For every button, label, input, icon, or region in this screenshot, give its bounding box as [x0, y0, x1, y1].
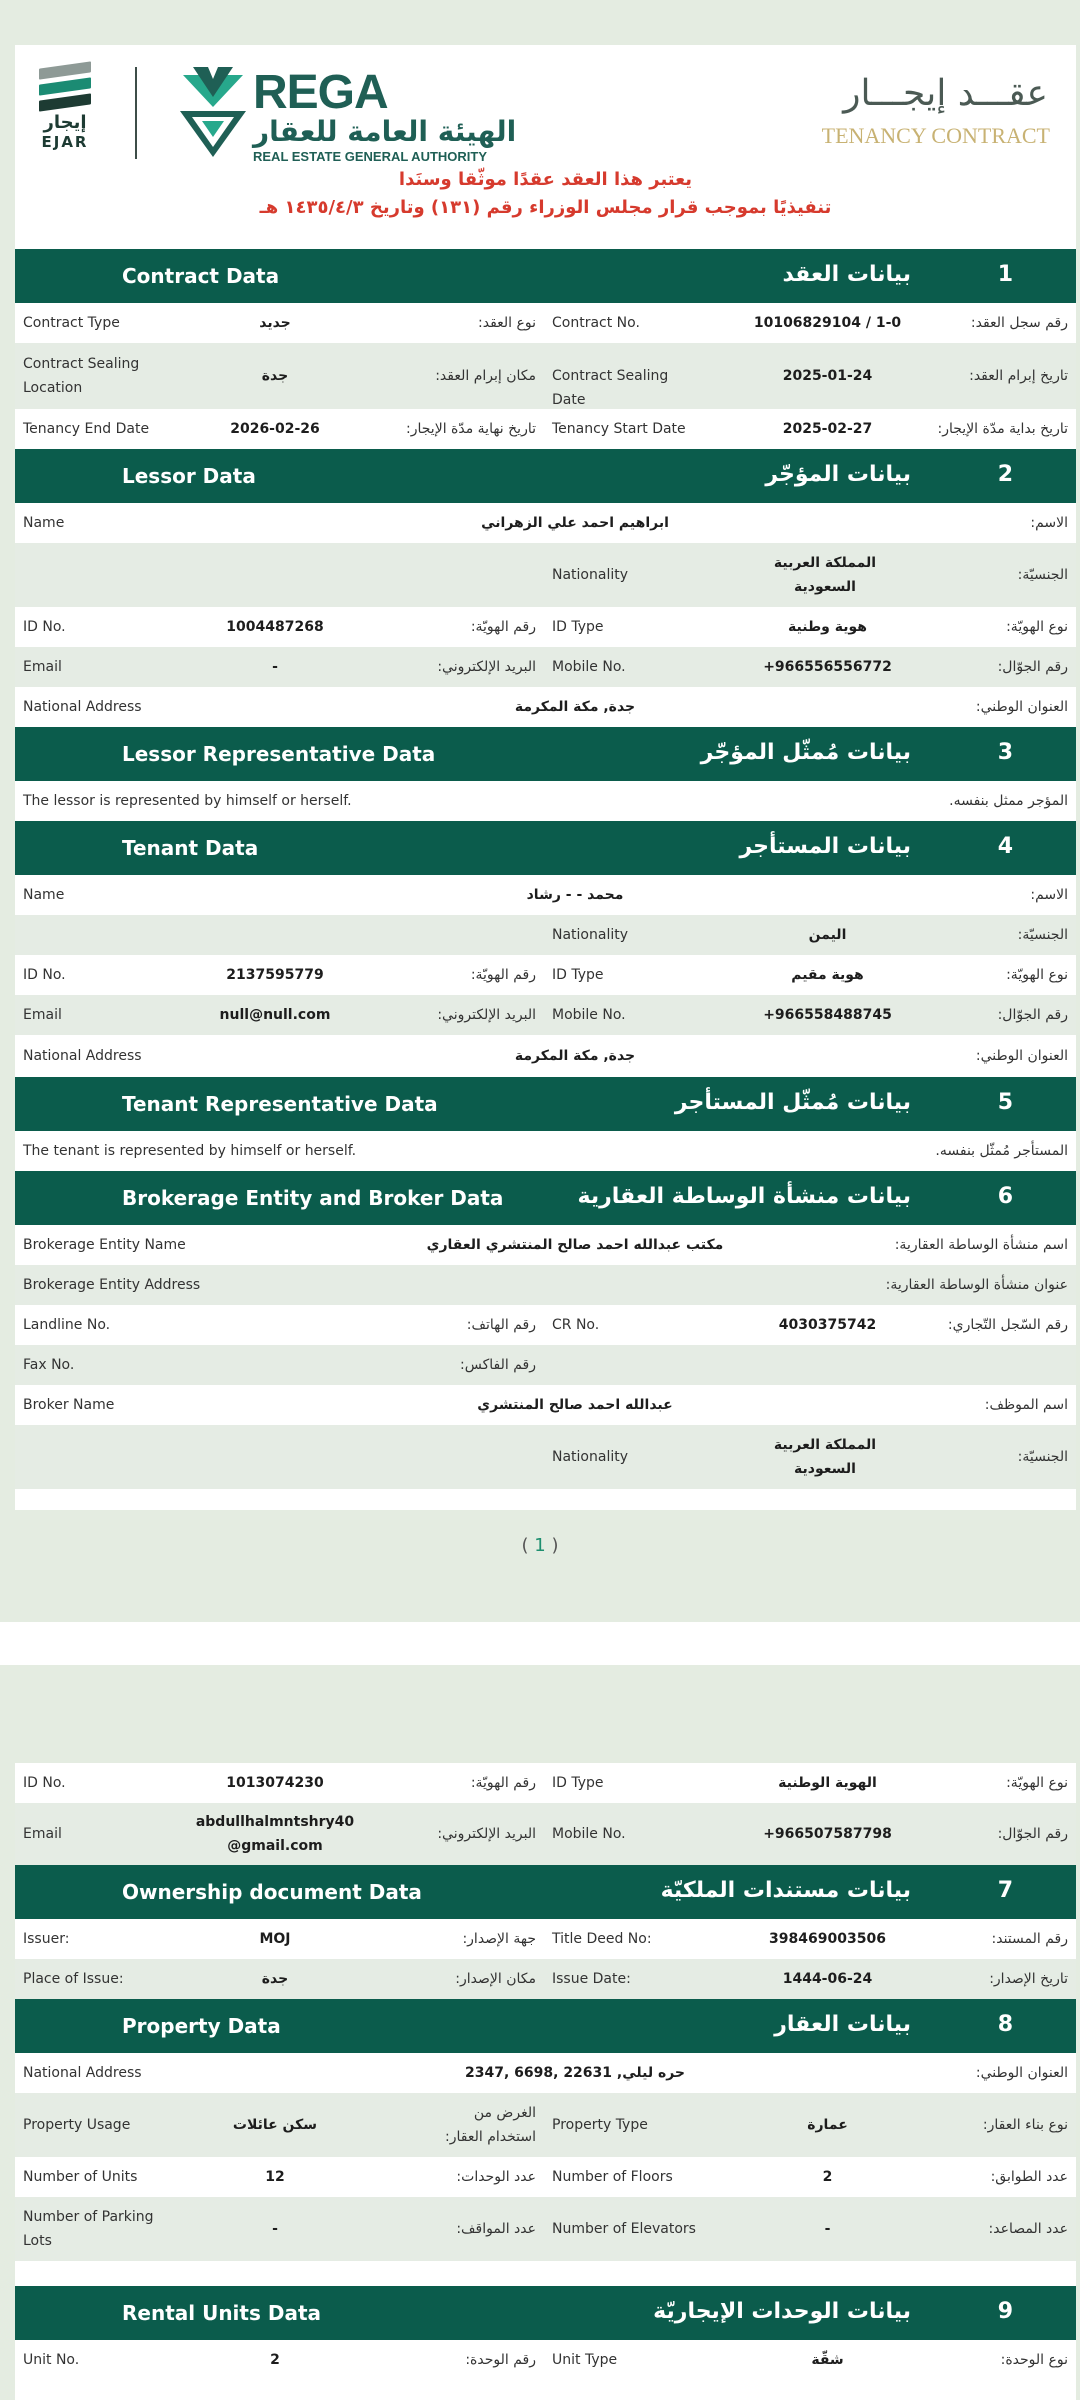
data-row: [15, 1803, 1076, 1865]
data-row: [15, 1305, 1076, 1345]
data-row: [15, 2053, 1076, 2093]
field-value: المملكة العربية السعودية: [773, 1437, 877, 1477]
field-value: abdullhalmntshry40@gmail.com: [195, 1814, 355, 1854]
field-value: 2025-01-24: [782, 368, 873, 384]
field-value: محمد - - رشاد: [526, 887, 624, 903]
field-label-en: Name: [23, 515, 65, 531]
data-row: [15, 687, 1076, 727]
field-label-ar: الجنسيّة:: [1017, 1449, 1068, 1465]
field-label-ar: نوع العقد:: [478, 315, 536, 331]
field-value: جدة, مكة المكرمة: [514, 699, 636, 715]
field-label-ar: عدد الوحدات:: [456, 2169, 536, 2185]
field-label-ar: نوع الهويّة:: [1006, 619, 1068, 635]
note-en: The lessor is represented by himself or herself.: [23, 793, 352, 809]
field-label-en: Tenancy Start Date: [552, 421, 686, 437]
section-number: 4: [997, 834, 1013, 859]
field-label-ar: رقم الوحدة:: [465, 2352, 536, 2368]
data-row: [15, 647, 1076, 687]
legal-notice-line2: تنفيذيًا بموجب قرار مجلس الوزراء رقم (١٣١) وتاريخ ١٤٣٥/٤/٣ هـ: [259, 197, 832, 218]
field-value: 1004487268: [226, 619, 324, 635]
field-value: -: [272, 659, 278, 675]
rega-palm-icon: [178, 67, 248, 159]
section-title-en: Tenant Data: [122, 836, 259, 860]
section-title-ar: بيانات مستندات الملكيّة: [660, 1878, 911, 1903]
field-value: -: [824, 2221, 831, 2237]
field-label-en: Number of Floors: [552, 2169, 673, 2185]
field-value: هوية وطنية: [788, 619, 867, 635]
field-value: شقّة: [811, 2352, 844, 2368]
field-label-ar: جهة الإصدار:: [462, 1931, 536, 1947]
section-title-en: Rental Units Data: [122, 2301, 321, 2325]
field-value: المملكة العربية السعودية: [773, 555, 877, 595]
field-label-ar: نوع بناء العقار:: [982, 2117, 1068, 2133]
rega-logo-subtitle: REAL ESTATE GENERAL AUTHORITY: [253, 149, 488, 164]
document-title-ar: عقـــد إيجـــار: [843, 73, 1048, 114]
section-rental-units-header: [15, 2286, 1076, 2340]
field-label-en: Mobile No.: [552, 659, 626, 675]
section-brokerage-header: [15, 1171, 1076, 1225]
field-label-en: Contract Sealing Location: [23, 356, 140, 396]
section-title-ar: بيانات الوحدات الإيجاريّة: [653, 2299, 911, 2324]
field-label-ar: الاسم:: [1030, 515, 1068, 531]
data-row: [15, 543, 1076, 607]
section-title-ar: بيانات منشأة الوساطة العقارية: [577, 1184, 911, 1209]
section-number: 6: [997, 1184, 1013, 1209]
field-label-en: Contract No.: [552, 315, 640, 331]
field-label-ar: رقم الفاكس:: [460, 1357, 536, 1373]
section-title-en: Contract Data: [122, 264, 280, 288]
field-label-en: ID Type: [552, 1775, 604, 1791]
document-title-en: TENANCY CONTRACT: [821, 123, 1050, 148]
section-lessor-data-header: [15, 449, 1076, 503]
data-row: [15, 1345, 1076, 1385]
field-label-ar: عدد المصاعد:: [988, 2221, 1068, 2237]
field-label-en: Number of Parking Lots: [23, 2209, 154, 2249]
field-label-en: Brokerage Entity Name: [23, 1237, 186, 1253]
data-row: [15, 2157, 1076, 2197]
data-row: [15, 915, 1076, 955]
section-title-ar: بيانات المستأجر: [739, 834, 911, 859]
field-label-en: National Address: [23, 699, 142, 715]
field-label-ar: رقم سجل العقد:: [970, 315, 1068, 331]
field-label-en: Fax No.: [23, 1357, 75, 1373]
field-label-en: Unit No.: [23, 2352, 80, 2368]
field-value: عمارة: [807, 2117, 848, 2133]
data-row: [15, 1385, 1076, 1425]
field-label-ar: عنوان منشأة الوساطة العقارية:: [885, 1277, 1068, 1293]
section-title-en: Ownership document Data: [122, 1880, 422, 1904]
page-number-value: 1: [534, 1535, 546, 1556]
legal-notice-line1: يعتبر هذا العقد عقدًا موثّقا وسنَدا: [398, 169, 693, 190]
field-label-ar: البريد الإلكتروني:: [437, 659, 536, 675]
note-en: The tenant is represented by himself or herself.: [23, 1143, 357, 1159]
field-label-ar: رقم الجوّال:: [997, 1007, 1068, 1023]
note-ar: المؤجر ممثل بنفسه.: [949, 793, 1068, 809]
field-value: جدة: [261, 368, 289, 384]
section-tenant-representative-header: [15, 1077, 1076, 1131]
section-number: 2: [997, 462, 1013, 487]
field-label-en: Nationality: [552, 567, 629, 583]
field-value: جدة: [261, 1971, 289, 1987]
field-label-ar: رقم السّجل التّجاري:: [947, 1317, 1068, 1333]
spacer-row: [15, 2261, 1076, 2286]
data-row: [15, 2093, 1076, 2157]
field-label-en: Mobile No.: [552, 1826, 626, 1842]
section-number: 8: [997, 2012, 1013, 2037]
field-label-ar: نوع الوحدة:: [1000, 2352, 1068, 2368]
data-row: [15, 875, 1076, 915]
field-label-en: Title Deed No:: [552, 1931, 652, 1947]
field-value: 2025-02-27: [782, 421, 873, 437]
field-label-ar: تاريخ الإصدار:: [989, 1971, 1068, 1987]
field-label-ar: رقم الجوّال:: [997, 659, 1068, 675]
data-row: [15, 1425, 1076, 1489]
section-property-header: [15, 1999, 1076, 2053]
field-value: عبدالله احمد صالح المنتشري: [477, 1397, 673, 1413]
section-title-en: Tenant Representative Data: [122, 1092, 438, 1116]
field-label-en: Property Type: [552, 2117, 648, 2133]
data-row: [15, 2197, 1076, 2261]
field-label-en: CR No.: [552, 1317, 600, 1333]
page-number: [0, 1535, 1080, 1556]
field-label-ar: البريد الإلكتروني:: [437, 1826, 536, 1842]
ejar-logo-ar: إيجار: [43, 112, 87, 133]
field-value: اليمن: [808, 927, 847, 943]
data-row: [15, 303, 1076, 343]
field-value: 2: [270, 2352, 280, 2368]
field-label-ar: الاسم:: [1030, 887, 1068, 903]
document-header: [15, 45, 1076, 249]
field-label-ar: نوع الهويّة:: [1006, 1775, 1068, 1791]
field-label-ar: العنوان الوطني:: [975, 699, 1068, 715]
field-label-ar: رقم الهاتف:: [466, 1317, 536, 1333]
field-label-en: Contract Type: [23, 315, 120, 331]
section-title-en: Brokerage Entity and Broker Data: [122, 1186, 504, 1210]
page-gap: [0, 1622, 1080, 1665]
field-label-ar: رقم الهويّة:: [470, 967, 536, 983]
rega-logo-ar: الهيئة العامة للعقار: [253, 115, 517, 148]
field-value: 2026-02-26: [230, 421, 320, 437]
rega-logo-en: REGA: [253, 66, 388, 119]
field-label-ar: رقم المستند:: [991, 1931, 1068, 1947]
field-label-ar: نوع الهويّة:: [1006, 967, 1068, 983]
section-title-ar: بيانات مُمثّل المستأجر: [674, 1090, 911, 1115]
section-title-ar: بيانات مُمثّل المؤجّر: [700, 740, 911, 765]
field-label-ar: اسم منشأة الوساطة العقارية:: [894, 1237, 1068, 1253]
field-label-ar: مكان إبرام العقد:: [435, 368, 536, 384]
ejar-logo-icon: [35, 65, 95, 108]
data-row: [15, 607, 1076, 647]
section-ownership-header: [15, 1865, 1076, 1919]
data-row: [15, 1225, 1076, 1265]
data-row: [15, 1035, 1076, 1077]
field-value: 1013074230: [226, 1775, 324, 1791]
field-label-en: Broker Name: [23, 1397, 115, 1413]
section-tenant-data-header: [15, 821, 1076, 875]
field-value: +966556556772: [763, 659, 892, 675]
field-label-en: Name: [23, 887, 65, 903]
field-value: سكن عائلات: [232, 2117, 318, 2133]
field-label-ar: العنوان الوطني:: [975, 1048, 1068, 1064]
data-row: [15, 1763, 1076, 1803]
section-number: 5: [997, 1090, 1013, 1115]
field-label-en: National Address: [23, 2065, 142, 2081]
data-row: [15, 1131, 1076, 1171]
ejar-logo: [35, 65, 95, 165]
section-number: 9: [997, 2299, 1013, 2324]
logo-divider: [135, 67, 137, 159]
field-label-ar: الجنسيّة:: [1017, 927, 1068, 943]
data-row: [15, 409, 1076, 449]
field-label-en: Landline No.: [23, 1317, 111, 1333]
field-label-ar: رقم الهويّة:: [470, 1775, 536, 1791]
data-row: [15, 1959, 1076, 1999]
field-label-en: ID Type: [552, 619, 604, 635]
data-row: [15, 995, 1076, 1035]
section-number: 7: [997, 1878, 1013, 1903]
field-value: +966507587798: [763, 1826, 892, 1842]
field-label-en: Email: [23, 1007, 62, 1023]
field-label-en: National Address: [23, 1048, 142, 1064]
field-label-en: Brokerage Entity Address: [23, 1277, 201, 1293]
field-label-ar: رقم الجوّال:: [997, 1826, 1068, 1842]
field-label-ar: عدد الطوابق:: [990, 2169, 1068, 2185]
field-value: 1444-06-24: [782, 1971, 873, 1987]
page-2: [0, 1665, 1080, 2400]
field-label-ar: رقم الهويّة:: [470, 619, 536, 635]
field-label-en: Issuer:: [23, 1931, 70, 1947]
rega-logo: [178, 67, 518, 167]
section-title-ar: بيانات المؤجّر: [765, 462, 911, 487]
field-value: MOJ: [259, 1931, 291, 1947]
field-value: جديد: [259, 315, 291, 331]
field-label-ar: مكان الإصدار:: [455, 1971, 536, 1987]
section-title-en: Lessor Data: [122, 464, 256, 488]
field-label-en: ID Type: [552, 967, 604, 983]
field-value: ابراهيم احمد علي الزهراني: [481, 515, 669, 531]
field-label-en: Place of Issue:: [23, 1971, 124, 1987]
field-label-ar: الجنسيّة:: [1017, 567, 1068, 583]
data-row: [15, 781, 1076, 821]
page-number-open: (: [521, 1535, 535, 1556]
field-label-en: Email: [23, 659, 62, 675]
data-row: [15, 1919, 1076, 1959]
field-label-en: Number of Units: [23, 2169, 138, 2185]
field-label-ar: تاريخ بداية مدّة الإيجار:: [937, 421, 1068, 437]
contract-sheet-1: [15, 45, 1076, 1510]
field-label-en: Contract Sealing Date: [552, 368, 669, 408]
section-title-en: Lessor Representative Data: [122, 742, 436, 766]
field-value: حره ليلي, 22631 ,6698 ,2347: [464, 2065, 686, 2081]
contract-sheet-2: [15, 1763, 1076, 2400]
field-label-en: Unit Type: [552, 2352, 618, 2368]
field-label-en: Email: [23, 1826, 62, 1842]
section-lessor-representative-header: [15, 727, 1076, 781]
page-number-close: ): [545, 1535, 559, 1556]
section-title-ar: بيانات العقد: [782, 262, 911, 287]
field-value: 2137595779: [226, 967, 324, 983]
field-label-en: ID No.: [23, 619, 66, 635]
field-label-en: Nationality: [552, 927, 629, 943]
field-label-en: ID No.: [23, 967, 66, 983]
field-value: الهوية الوطنية: [778, 1775, 877, 1791]
field-value: 2: [822, 2169, 833, 2185]
field-label-en: ID No.: [23, 1775, 66, 1791]
field-label-en: Tenancy End Date: [23, 421, 150, 437]
field-label-en: Issue Date:: [552, 1971, 631, 1987]
field-value: هوية مقيم: [791, 967, 864, 983]
field-label-en: Mobile No.: [552, 1007, 626, 1023]
data-row: [15, 1265, 1076, 1305]
section-number: 1: [997, 262, 1013, 287]
field-value: -: [272, 2221, 278, 2237]
field-label-ar: الغرض من استخدام العقار:: [445, 2105, 536, 2145]
data-row: [15, 343, 1076, 409]
field-value: جدة, مكة المكرمة: [514, 1048, 636, 1064]
field-value: +966558488745: [763, 1007, 892, 1023]
data-row: [15, 503, 1076, 543]
field-value: 10106829104 / 1-0: [753, 315, 902, 331]
field-value: 398469003506: [769, 1931, 886, 1947]
field-value: 12: [265, 2169, 285, 2185]
field-label-ar: تاريخ إبرام العقد:: [969, 368, 1068, 384]
field-label-ar: تاريخ نهاية مدّة الإيجار:: [406, 421, 536, 437]
data-row: [15, 2340, 1076, 2380]
field-label-en: Number of Elevators: [552, 2221, 696, 2237]
section-number: 3: [997, 740, 1013, 765]
field-value: مكتب عبدالله احمد صالح المنتشري العقاري: [426, 1237, 724, 1253]
section-contract-data-header: [15, 249, 1076, 303]
field-label-en: Nationality: [552, 1449, 629, 1465]
ejar-logo-en: EJAR: [41, 133, 89, 151]
field-label-ar: العنوان الوطني:: [975, 2065, 1068, 2081]
field-label-ar: اسم الموظف:: [984, 1397, 1068, 1413]
field-value: null@null.com: [219, 1007, 331, 1023]
section-title-en: Property Data: [122, 2014, 281, 2038]
field-label-en: Property Usage: [23, 2117, 131, 2133]
field-label-ar: عدد المواقف:: [456, 2221, 536, 2237]
field-label-ar: البريد الإلكتروني:: [437, 1007, 536, 1023]
section-title-ar: بيانات العقار: [774, 2012, 911, 2037]
data-row: [15, 955, 1076, 995]
field-value: 4030375742: [778, 1317, 877, 1333]
note-ar: المستأجر مُمثّل بنفسه.: [935, 1143, 1068, 1159]
